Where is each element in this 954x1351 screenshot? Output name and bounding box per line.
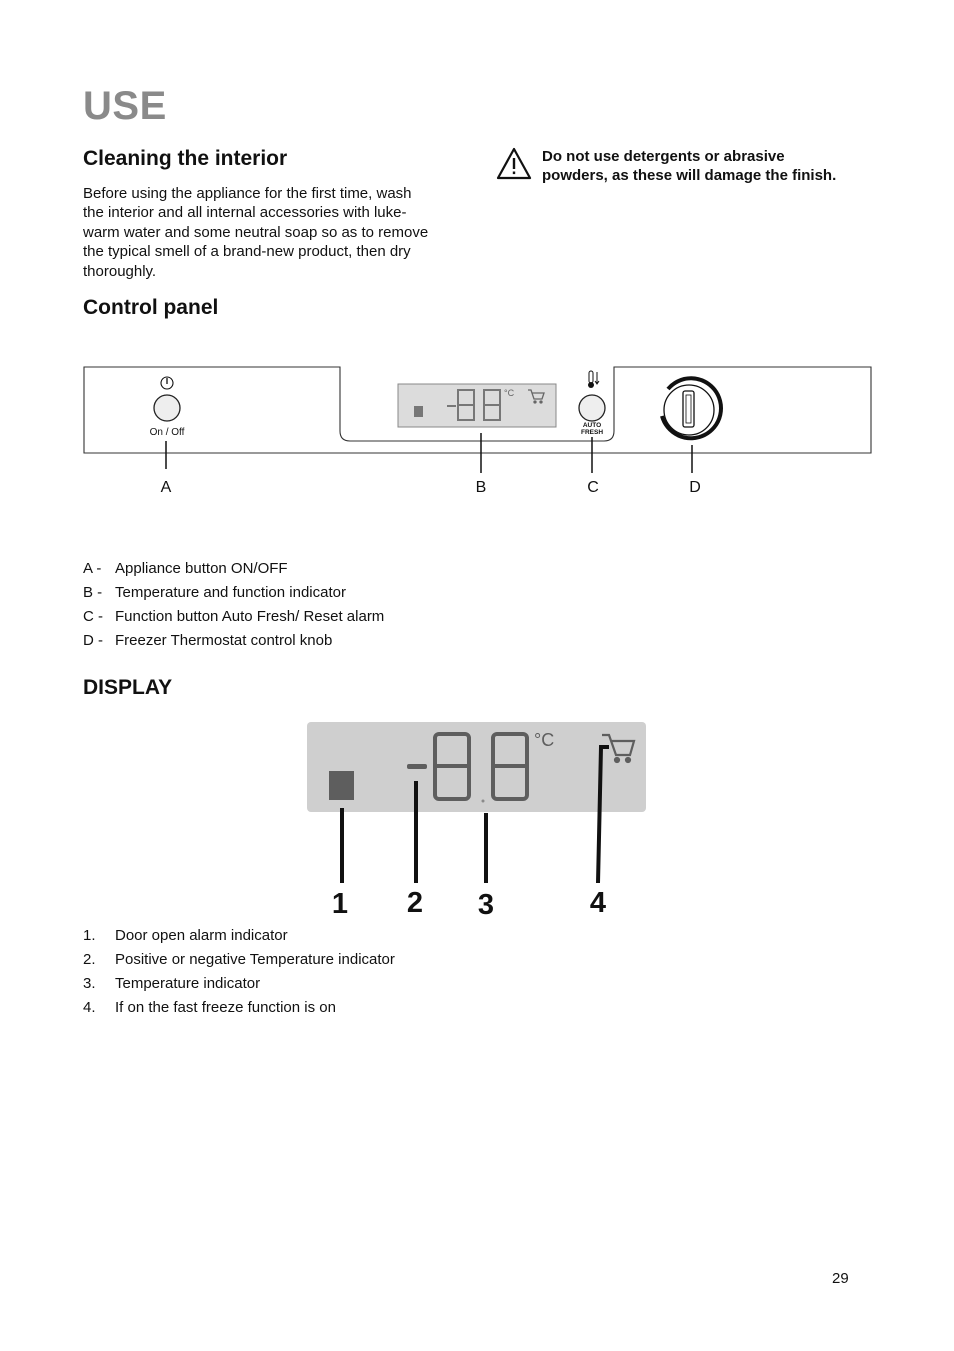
control-panel-diagram (0, 355, 954, 505)
section-heading-cleaning: Cleaning the interior (83, 147, 288, 170)
callout-c: C (587, 479, 599, 496)
sign-indicator (407, 764, 427, 769)
fresh-label: FRESH (580, 429, 604, 436)
panel-display-window (398, 384, 556, 427)
page-number: 29 (832, 1270, 849, 1287)
thermostat-knob (662, 378, 721, 438)
control-panel-legend: A - Appliance button ON/OFF B - Temperature and function indicator C - Function button Auto Fresh/ Reset alarm D - Freezer Thermostat control knob (83, 560, 385, 649)
paragraph-line: the interior and all internal accessories with luke- (83, 204, 407, 222)
section-heading-display: DISPLAY (83, 676, 173, 699)
callout-d: D (689, 479, 701, 496)
warning-text (542, 147, 872, 186)
display-diagram (0, 715, 954, 925)
door-alarm-indicator (329, 771, 354, 800)
callout-b: B (475, 479, 487, 496)
callout-1: 1 (331, 888, 349, 920)
page-title: USE (83, 84, 167, 128)
cleaning-paragraph (83, 184, 458, 281)
display-legend: 1. Door open alarm indicator 2. Positive or negative Temperature indicator 3. Temperature indicator 4. If on the fast freeze function is on (83, 927, 395, 1016)
auto-label: AUTO (582, 422, 602, 429)
paragraph-line: Before using the appliance for the first time, wash (83, 185, 412, 202)
celsius-small: °C (504, 388, 515, 398)
paragraph-line: warm water and some neutral soap so as to remove (83, 223, 429, 241)
auto-fresh-button (579, 371, 605, 436)
callout-3: 3 (477, 889, 495, 921)
paragraph-line: thoroughly. (83, 262, 157, 280)
section-heading-control-panel: Control panel (83, 296, 219, 319)
display-window (307, 722, 646, 812)
celsius-indicator: °C (534, 730, 555, 750)
paragraph-line: the typical smell of a brand-new product, then dry (83, 243, 411, 261)
door-alarm-indicator-small (414, 406, 423, 417)
warning-line: Do not use detergents or abrasive (542, 148, 785, 165)
warning-line: powders, as these will damage the finish. (542, 167, 837, 185)
thermometer-icon (588, 371, 599, 388)
onoff-label: On / Off (149, 427, 185, 438)
callout-2: 2 (406, 887, 424, 919)
callout-a: A (160, 479, 172, 496)
panel-display (398, 384, 556, 427)
callout-4: 4 (589, 887, 607, 919)
warning-triangle-icon (496, 147, 532, 180)
sign-indicator-small (447, 405, 456, 407)
